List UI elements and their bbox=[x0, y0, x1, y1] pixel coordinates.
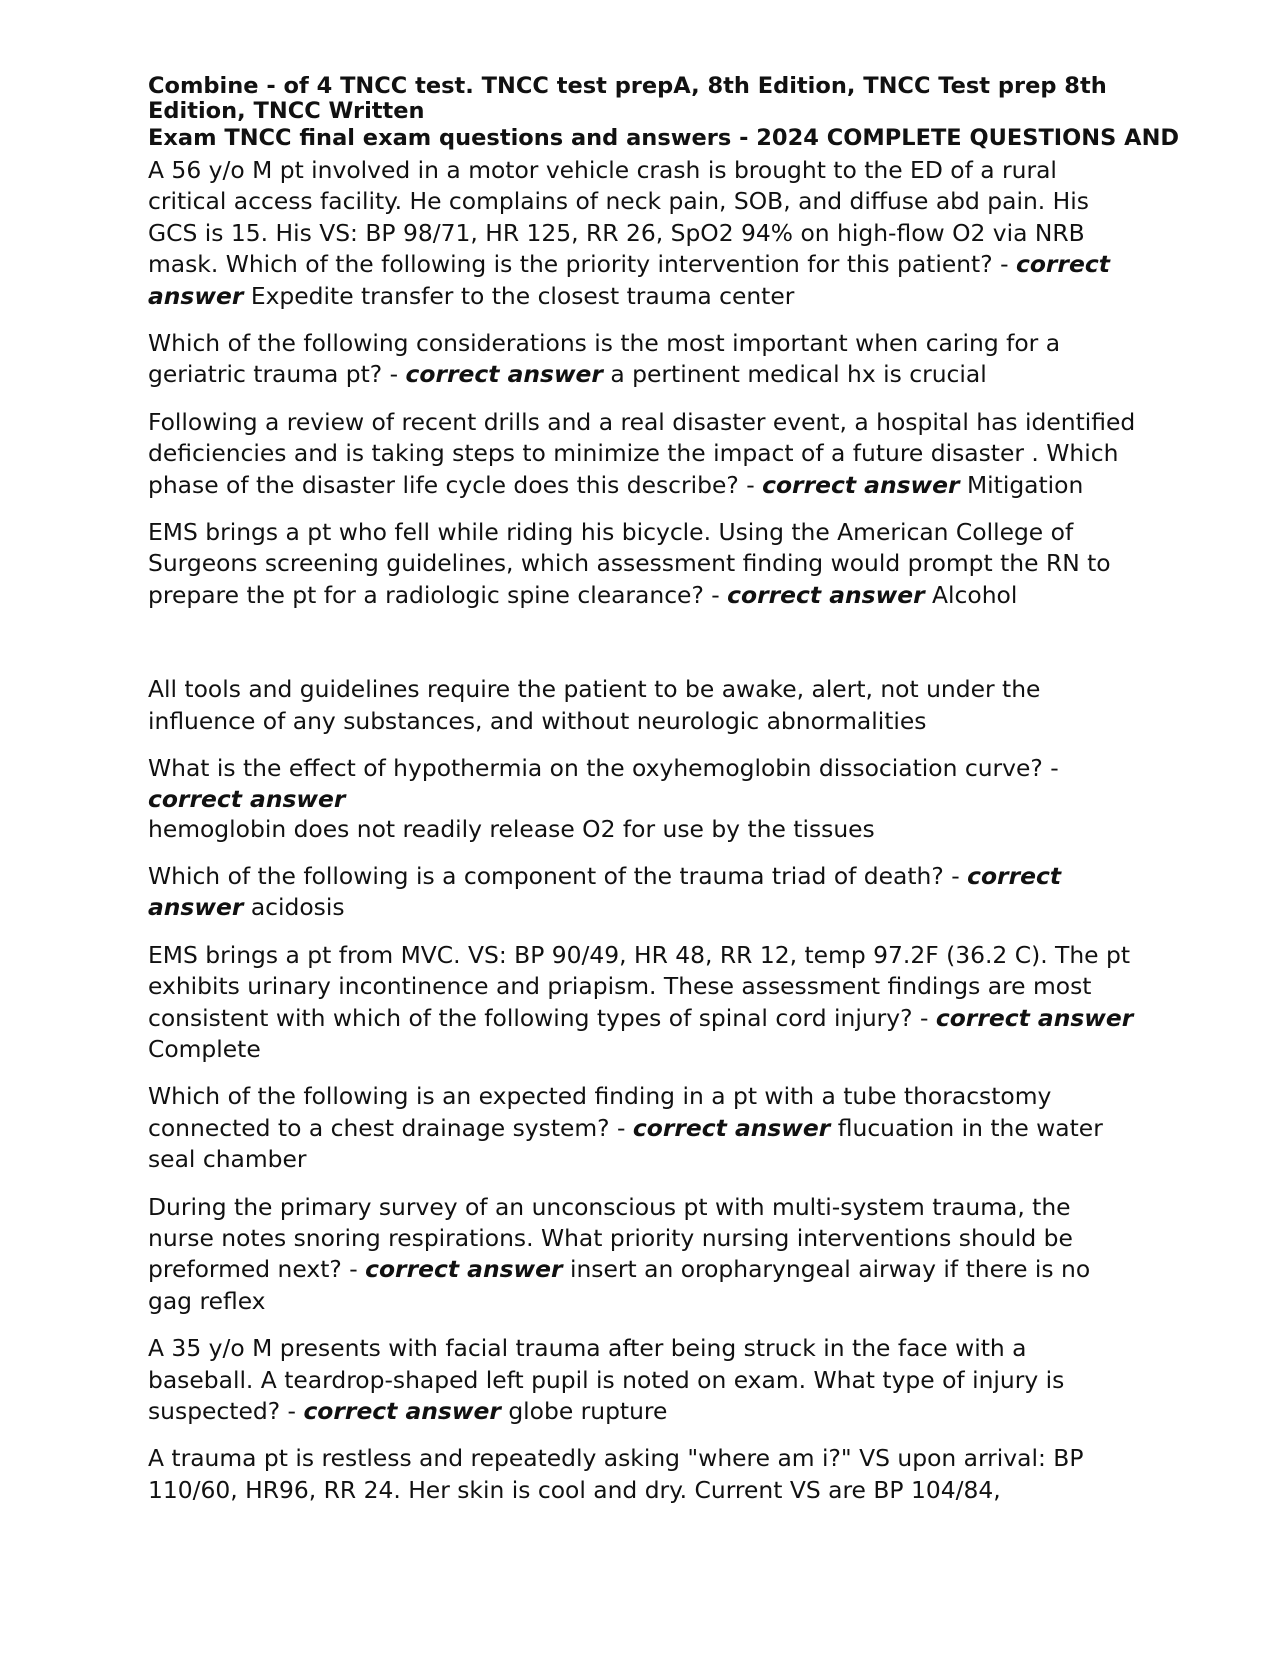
note-paragraph bbox=[148, 674, 1138, 737]
qa-item-11 bbox=[148, 1443, 1138, 1506]
answer-text: Expedite transfer to the closest trauma center bbox=[250, 281, 795, 310]
question-text: EMS brings a pt who fell while riding his bicycle. Using the American College of Surgeons screening guidelines, which assessment finding would prompt the RN to prepare the pt for a radiologic spine clearance? - bbox=[148, 518, 1111, 609]
question-text: Following a review of recent drills and a real disaster event, a hospital has identified deficiencies and is taking steps to minimize the impact of a future disaster . Which phase of the disaster life cycle does this describe? - bbox=[148, 407, 1136, 499]
qa-item-1 bbox=[148, 155, 1138, 312]
answer-text: flucuation in the water seal chamber bbox=[148, 1113, 1103, 1174]
question-text: A 35 y/o M presents with facial trauma after being struck in the face with a baseball. A teardrop-shaped left pupil is noted on exam. What type of injury is suspected? - bbox=[148, 1334, 1065, 1425]
answer-label: correct answer bbox=[148, 784, 346, 813]
question-text: During the primary survey of an unconscious pt with multi-system trauma, the nurse notes snoring respirations. What priority nursing interventions should be preformed next? - bbox=[148, 1192, 1073, 1284]
qa-item-10 bbox=[148, 1333, 1138, 1427]
answer-label: correct answer bbox=[365, 1255, 563, 1284]
answer-label: correct answer bbox=[303, 1397, 501, 1425]
clipped-subtitle-text: Exam TNCC final exam questions and answers - 2024 COMPLETE QUESTIONS AND bbox=[148, 125, 1180, 151]
qa-item-7 bbox=[148, 940, 1138, 1066]
answer-label: correct answer bbox=[935, 1003, 1134, 1032]
answer-label: correct answer bbox=[405, 360, 603, 389]
answer-text: insert an oropharyngeal airway if there is no gag reflex bbox=[148, 1255, 1091, 1315]
answer-label: correct answer bbox=[762, 470, 960, 499]
qa-item-9 bbox=[148, 1192, 1138, 1318]
question-text: EMS brings a pt from MVC. VS: BP 90/49, HR 48, RR 12, temp 97.2F (36.2 C). The pt exhibits urinary incontinence and priapism. These assessment findings are most consistent with which of the following types of spinal cord injury? - bbox=[148, 940, 1131, 1032]
answer-text: Complete bbox=[148, 1034, 261, 1063]
note-text: All tools and guidelines require the patient to be awake, alert, not under the influence of any substances, and without neurologic abnormalities bbox=[148, 675, 1041, 735]
answer-label: correct answer bbox=[727, 580, 925, 609]
answer-text: hemoglobin does not readily release O2 for use by the tissues bbox=[148, 814, 875, 843]
qa-item-6 bbox=[148, 861, 1138, 924]
answer-label: correct answer bbox=[148, 861, 1062, 922]
answer-label: correct answer bbox=[148, 250, 1110, 310]
clipped-subtitle bbox=[148, 125, 1180, 151]
question-text: What is the effect of hypothermia on the oxyhemoglobin dissociation curve? - bbox=[148, 754, 1059, 783]
answer-text: a pertinent medical hx is crucial bbox=[610, 360, 987, 389]
question-text: A 56 y/o M pt involved in a motor vehicle crash is brought to the ED of a rural critical access facility. He complains of neck pain, SOB, and diffuse abd pain. His GCS is 15. His VS: BP 98/71, HR 125, RR 26, SpO2 94% on high-flow O2 via NRB mask. Which of the following is the priority intervention for this patient? - bbox=[148, 156, 1089, 279]
answer-text: Alcohol bbox=[932, 580, 1018, 609]
answer-text: globe rupture bbox=[508, 1397, 668, 1425]
question-text: A trauma pt is restless and repeatedly asking "where am i?" VS upon arrival: BP 110/60, HR96, RR 24. Her skin is cool and dry. Current VS are BP 104/84, bbox=[148, 1444, 1084, 1504]
question-text: Which of the following is a component of the trauma triad of death? - bbox=[148, 861, 960, 890]
answer-label: correct answer bbox=[632, 1113, 831, 1142]
qa-item-2 bbox=[148, 328, 1138, 391]
answer-text: Mitigation bbox=[966, 470, 1084, 499]
document-title: Combine - of 4 TNCC test. TNCC test prepA, 8th Edition, TNCC Test prep 8th Edition, TNCC Written bbox=[148, 73, 1107, 124]
document-page bbox=[148, 73, 1180, 1506]
qa-item-8 bbox=[148, 1081, 1138, 1175]
qa-item-3 bbox=[148, 407, 1138, 501]
qa-item-5 bbox=[148, 753, 1138, 845]
qa-item-4 bbox=[148, 517, 1138, 611]
question-text: Which of the following is an expected finding in a pt with a tube thoracstomy connected to a chest drainage system? - bbox=[148, 1082, 1052, 1142]
answer-text: acidosis bbox=[250, 893, 345, 922]
question-text: Which of the following considerations is the most important when caring for a geriatric trauma pt? - bbox=[148, 329, 1061, 389]
